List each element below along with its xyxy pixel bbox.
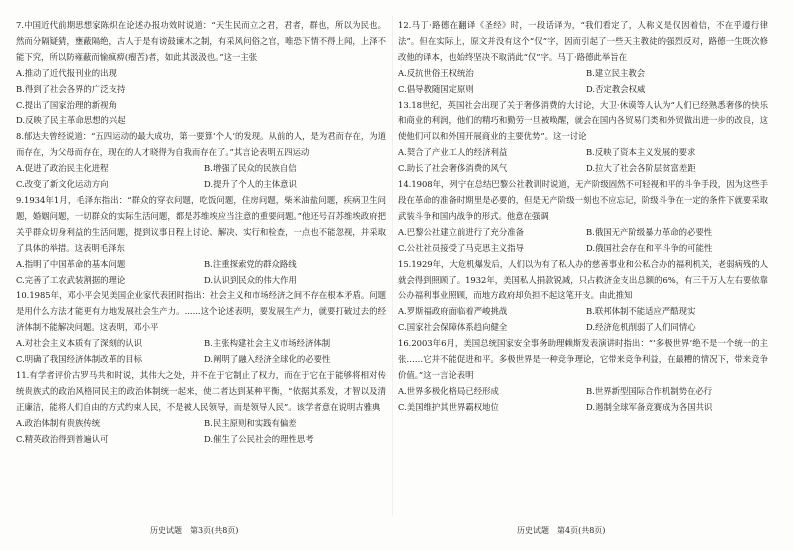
question-11-options — [16, 416, 386, 448]
q12-option-a: A.反抗世俗王权统治 — [398, 67, 474, 78]
question-9-stem: 9.1934年1月，毛泽东指出：“群众的穿衣问题，吃饭问题，住房问题，柴米油盐问题，疾病卫生问题，婚姻问题，一切群众的实际生活问题，都是苏维埃应当注意的重要问题。”他还号召苏维埃政府把关乎群众切身利益的生活问题，提到议事日程上讨论、解决、实行和检查，一点也不能忽视，并采取了具体的举措。这表明毛泽东 — [16, 194, 386, 253]
question-14-stem: 14.1908年，列宁在总结巴黎公社教训时说道，无产阶级固然不可轻视和平的斗争手段，因为这些手段在革命的准备时期里是必要的，但是无产阶级一刻也不应忘记，阶级斗争在一定的条件下就要采取武装斗争和国内战争的形式。他意在强调 — [398, 179, 768, 221]
q13-option-d: D.拉大了社会各阶层贫富差距 — [586, 163, 696, 174]
q16-option-c: C.美国维护其世界霸权地位 — [398, 401, 499, 412]
q12-option-d: D.否定教会权威 — [586, 83, 646, 94]
q8-option-d: D.提升了个人的主体意识 — [204, 179, 297, 190]
question-12-stem: 12.马丁·路德在翻译《圣经》时，一段话译为，“我们看定了，人称义是仅因着信，不在乎遵行律法”。但在实际上，原文并没有这个“仅”字，因而引起了一些天主教徒的强烈反对，路德一生既次修改他的译本，也始终坚决不取消此“仅”字。马丁·路德此举旨在 — [398, 20, 768, 62]
question-16-options — [398, 384, 768, 416]
right-page-footer: 历史试题 第4页(共8页) — [517, 526, 606, 535]
q7-option-a: A.推动了近代报刊业的出现 — [16, 67, 117, 78]
left-page-column — [16, 18, 386, 447]
q10-option-b: B.主张构建社会主义市场经济体制 — [204, 338, 331, 349]
q7-option-c: C.提出了国家治理的新视角 — [16, 99, 117, 110]
q8-option-a: A.促进了政治民主化进程 — [16, 163, 109, 174]
question-8-stem: 8.郁达夫曾经说道：“五四运动的最大成功，第一要算‘个人’的发现。从前的人，是为君而存在，为道而存在，为父母而存在，现在的人才晓得为自我而存在了。”其言论表明五四运动 — [16, 131, 386, 158]
q11-option-b: B.民主原则和实践有偏差 — [204, 417, 297, 428]
q13-option-a: A.契合了产业工人的经济利益 — [398, 147, 508, 158]
q14-option-d: D.俄国社会存在和平斗争的可能性 — [586, 242, 713, 253]
question-13-options — [398, 145, 768, 177]
q15-option-b: B.联邦体制不能适应严酷现实 — [586, 306, 696, 317]
question-10-stem: 10.1985年，邓小平会见美国企业家代表团时指出：社会主义和市场经济之间不存在根本矛盾。问题是用什么方法才能更有力地发展社会生产力。......这个论述表明，要发展生产力，就要打破过去的经济体制不能解决问题。这表明，邓小平 — [16, 290, 386, 333]
question-7-options — [16, 66, 386, 130]
q7-option-b: B.得到了社会各界的广泛支持 — [16, 83, 126, 94]
q9-option-b: B.注重探索党的群众路线 — [204, 258, 297, 269]
question-14-options — [398, 225, 768, 257]
q9-option-c: C.完善了工农武装割据的理论 — [16, 274, 126, 285]
question-11-stem: 11.有学者评价古罗马共和时说，其伟大之处，并不在于它制止了权力，而在于它在于能够将相对传统贵族式的政治风格同民主的政治体制统一起来，使二者达到某种平衡，“依据其系发，才智以及清正廉洁，能将人们自由的方式约束人民，不是被人民领导，而是领导人民”。该学者意在说明古雅典 — [16, 369, 386, 412]
q7-option-d: D.反映了民主革命思想的兴起 — [16, 115, 126, 126]
q12-option-b: B.建立民主教会 — [586, 67, 646, 78]
left-page-footer: 历史试题 第3页(共8页) — [150, 526, 239, 535]
q10-option-c: C.明确了我国经济体制改革的目标 — [16, 354, 143, 365]
q9-option-d: D.认识到民众的伟大作用 — [204, 274, 297, 285]
q14-option-c: C.公社社员接受了马克思主义指导 — [398, 242, 525, 253]
q15-option-c: C.国家社会保障体系趋向健全 — [398, 322, 508, 333]
right-page-column — [398, 18, 768, 416]
q15-option-a: A.罗斯福政府面临着严峻挑战 — [398, 306, 508, 317]
q9-option-a: A.指明了中国革命的基本问题 — [16, 258, 126, 269]
q11-option-d: D.催生了公民社会的理性思考 — [204, 433, 314, 444]
question-8-options — [16, 161, 386, 193]
q15-option-d: D.经济危机削弱了人们同情心 — [586, 322, 696, 333]
q16-option-d: D.遏制全球军备竞赛成为各国共识 — [586, 401, 713, 412]
question-16-stem: 16.2003年6月，美国总统国家安全事务助理赖斯发表演讲时指出：“‘多极世界’绝不是一个统一的主张……它并不能促进和平。多极世界是一种竞争理论，它带来竞争利益，在最糟的情况下，带来竞争价值。”这一言论表明 — [398, 338, 768, 380]
question-13-stem: 13.18世纪，英国社会出现了关于奢侈消费的大讨论，大卫·休谟等人认为“人们已经熟悉奢侈的快乐和商业的利润，他们的精巧和勤劳一旦被唤醒，就会在国内各贸易门类和外贸做出进一步的改良，这使他们可以和外国开展商业的主要优势”。这一讨论 — [398, 99, 768, 142]
question-12-options — [398, 66, 768, 98]
q16-option-a: A.世界多极化格局已经形成 — [398, 385, 499, 396]
q10-option-a: A.对社会主义本质有了深刻的认识 — [16, 338, 142, 349]
q12-option-c: C.倡导教随国定原则 — [398, 83, 474, 94]
q14-option-a: A.巴黎公社建立前进行了充分准备 — [398, 226, 524, 237]
q11-option-a: A.政治体制有贵族传统 — [16, 417, 101, 428]
question-9-options — [16, 257, 386, 289]
q13-option-b: B.反映了资本主义发展的要求 — [586, 147, 696, 158]
q11-option-c: C.精英政治得到普遍认可 — [16, 433, 109, 444]
q14-option-b: B.俄国无产阶级暴力革命的必要性 — [586, 226, 713, 237]
center-gutter — [392, 16, 393, 516]
question-15-stem: 15.1929年，大危机爆发后，人们以为有了私人办的慈善事业和公私合办的福利机关，老弱病残的人就会得到照顾了。1932年，美国私人捐款锐减，只占救济金支出总额的6%，有三千万人左右要依靠公办福利事业照顾，而地方政府却负担不起这笔开支。由此推知 — [398, 258, 768, 301]
q16-option-b: B.世界新型国际合作机制势在必行 — [586, 385, 713, 396]
q8-option-c: C.改变了新文化运动方向 — [16, 179, 109, 190]
question-10-options — [16, 336, 386, 368]
q8-option-b: B.增强了民众的民族自信 — [204, 163, 297, 174]
question-15-options — [398, 304, 768, 336]
q10-option-d: D.阐明了融入经济全球化的必要性 — [204, 354, 331, 365]
q13-option-c: C.助长了社会奢侈消费的风气 — [398, 163, 508, 174]
question-7-stem: 7.中国近代前期思想家陈炽在论述办报功效时说道：“天生民而立之君，君者，群也，所以为民也。然而分隔疑猜，壅蔽隔绝，古人于是有谤鼓谏木之制，有采风问俗之官，唯恐下情不得上闻，上泽不能下究，所以防雍蔽而愉疯痹(瘤苦)者，如此其汲汲也。”这一主张 — [16, 20, 386, 62]
